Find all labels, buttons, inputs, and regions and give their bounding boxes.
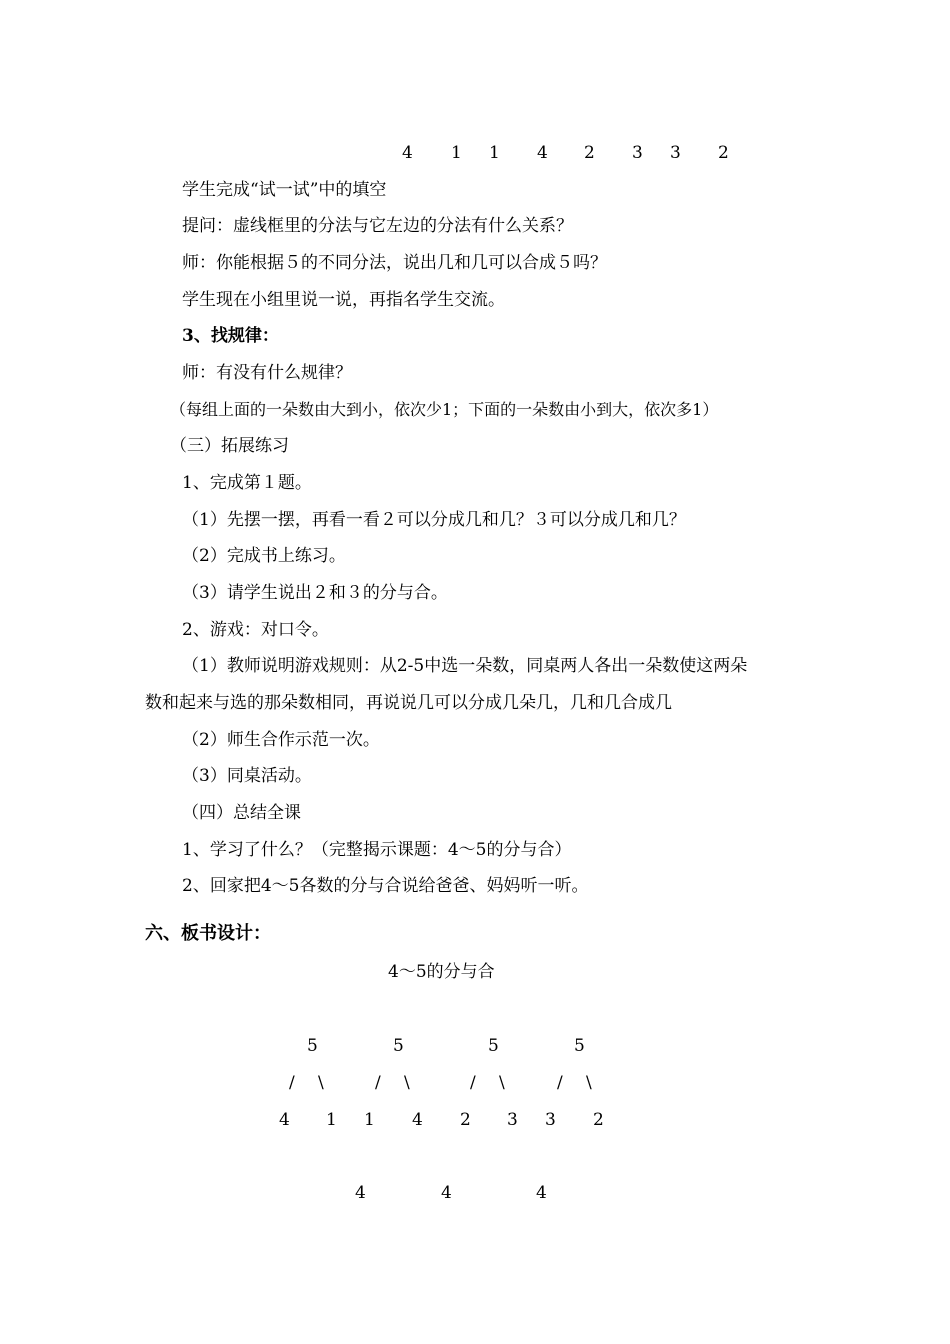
number: 1	[489, 143, 500, 163]
paragraph: （1）先摆一摆，再看一看２可以分成几和几？３可以分成几和几？	[182, 510, 686, 530]
board-bottom-number: 3	[545, 1110, 556, 1130]
board-last-number: 4	[536, 1183, 547, 1203]
board-last-number: 4	[355, 1183, 366, 1203]
number: 3	[632, 143, 643, 163]
board-slash: /	[470, 1073, 476, 1093]
paragraph: 2、游戏：对口令。	[182, 620, 329, 640]
board-bottom-number: 4	[412, 1110, 423, 1130]
number: 2	[584, 143, 595, 163]
number: 1	[451, 143, 462, 163]
paragraph: 2、回家把4～5各数的分与合说给爸爸、妈妈听一听。	[182, 876, 589, 896]
paragraph: 学生完成“试一试”中的填空	[182, 180, 387, 200]
board-top-number: 5	[307, 1036, 318, 1056]
paragraph: （每组上面的一朵数由大到小，依次少1；下面的一朵数由小到大，依次多1）	[170, 400, 719, 419]
subheading: （三）拓展练习	[170, 436, 289, 456]
board-bottom-number: 2	[593, 1110, 604, 1130]
subheading: 3、找规律：	[182, 326, 279, 346]
board-last-number: 4	[441, 1183, 452, 1203]
paragraph: 提问：虚线框里的分法与它左边的分法有什么关系？	[182, 216, 573, 236]
number: 4	[402, 143, 413, 163]
paragraph: 师：你能根据５的不同分法，说出几和几可以合成５吗？	[182, 253, 607, 273]
paragraph: 师：有没有什么规律？	[182, 363, 352, 383]
board-top-number: 5	[488, 1036, 499, 1056]
board-bottom-number: 1	[364, 1110, 375, 1130]
section-heading: 六、板书设计：	[145, 923, 271, 944]
board-slash: /	[289, 1073, 295, 1093]
board-top-number: 5	[393, 1036, 404, 1056]
number: 4	[537, 143, 548, 163]
board-bottom-number: 2	[460, 1110, 471, 1130]
paragraph: 1、完成第１题。	[182, 473, 312, 493]
board-bottom-number: 1	[326, 1110, 337, 1130]
number: 3	[670, 143, 681, 163]
board-backslash: \	[586, 1073, 592, 1093]
paragraph: （3）请学生说出２和３的分与合。	[182, 583, 448, 603]
board-top-number: 5	[574, 1036, 585, 1056]
paragraph: （3）同桌活动。	[182, 766, 312, 786]
paragraph: 1、学习了什么？（完整揭示课题：4～5的分与合）	[182, 840, 572, 860]
paragraph: （2）师生合作示范一次。	[182, 730, 380, 750]
paragraph: （1）教师说明游戏规则：从2-5中选一朵数，同桌两人各出一朵数使这两朵	[182, 656, 748, 676]
board-slash: /	[375, 1073, 381, 1093]
board-bottom-number: 3	[507, 1110, 518, 1130]
paragraph: （2）完成书上练习。	[182, 546, 346, 566]
paragraph: 数和起来与选的那朵数相同，再说说几可以分成几朵几，几和几合成几	[145, 693, 672, 713]
subheading: （四）总结全课	[182, 803, 301, 823]
board-slash: /	[557, 1073, 563, 1093]
number: 2	[718, 143, 729, 163]
board-backslash: \	[404, 1073, 410, 1093]
board-bottom-number: 4	[279, 1110, 290, 1130]
board-backslash: \	[318, 1073, 324, 1093]
board-title: 4～5的分与合	[388, 962, 495, 982]
board-backslash: \	[499, 1073, 505, 1093]
paragraph: 学生现在小组里说一说，再指名学生交流。	[182, 290, 505, 310]
